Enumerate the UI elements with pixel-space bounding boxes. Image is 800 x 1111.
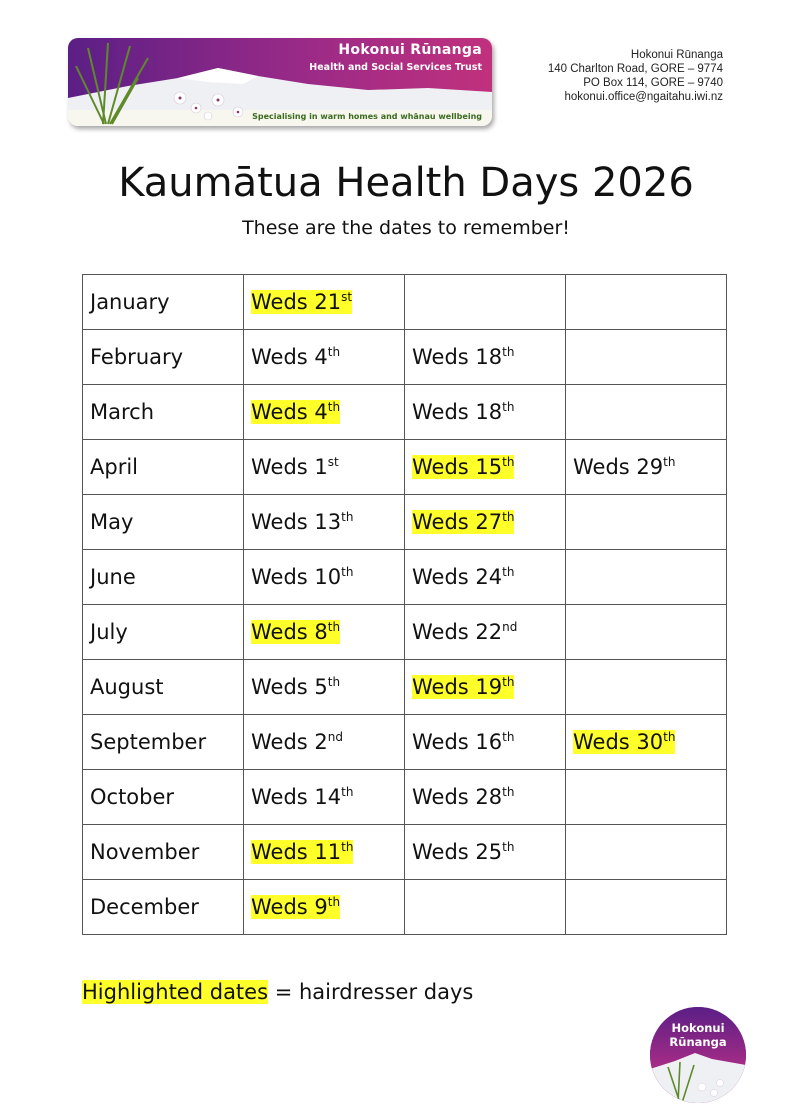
badge-text — [650, 1021, 746, 1049]
date-cell — [405, 880, 566, 935]
date-ordinal-suffix: th — [341, 840, 354, 854]
address-street: 140 Charlton Road, GORE – 9774 — [547, 63, 723, 75]
table-row — [83, 715, 727, 770]
date-label: Weds 18 — [412, 400, 503, 424]
date-label: Weds 15 — [412, 455, 503, 479]
date — [412, 620, 517, 644]
date-ordinal-suffix: th — [502, 675, 515, 689]
date-label: Weds 14 — [251, 785, 342, 809]
date-ordinal-suffix: nd — [327, 730, 343, 744]
date-cell — [566, 275, 727, 330]
address-po-box: PO Box 114, GORE – 9740 — [583, 77, 723, 89]
address-block — [548, 48, 723, 104]
month-cell: December — [83, 880, 244, 935]
date-ordinal-suffix: th — [502, 840, 515, 854]
table-row — [83, 660, 727, 715]
date-label: Weds 19 — [412, 675, 503, 699]
address-organisation: Hokonui Rūnanga — [630, 49, 723, 61]
date-label: Weds 8 — [251, 620, 328, 644]
date — [412, 840, 514, 864]
date-cell — [566, 825, 727, 880]
table-row — [83, 605, 727, 660]
date-cell — [405, 605, 566, 660]
legend-highlighted-text: Highlighted dates — [82, 980, 269, 1004]
date-label: Weds 16 — [412, 730, 503, 754]
date — [251, 730, 343, 754]
date-cell — [566, 330, 727, 385]
date-cell — [244, 715, 405, 770]
date-ordinal-suffix: th — [327, 895, 341, 909]
date-label: Weds 25 — [412, 840, 503, 864]
month-cell: October — [83, 770, 244, 825]
date-label: Weds 21 — [251, 290, 342, 314]
date-cell — [244, 825, 405, 880]
highlighted-date — [251, 400, 340, 424]
table-row — [83, 440, 727, 495]
date-ordinal-suffix: nd — [502, 620, 518, 634]
date — [412, 565, 514, 589]
month-cell: August — [83, 660, 244, 715]
date-label: Weds 29 — [573, 455, 664, 479]
address-email[interactable]: hokonui.office@ngaitahu.iwi.nz — [564, 91, 723, 103]
date-label: Weds 9 — [251, 895, 328, 919]
date-ordinal-suffix: th — [327, 345, 341, 359]
badge-line-2: Rūnanga — [669, 1035, 727, 1049]
month-cell: June — [83, 550, 244, 605]
date-label: Weds 10 — [251, 565, 342, 589]
date-cell — [244, 275, 405, 330]
date-ordinal-suffix: th — [327, 620, 341, 634]
date — [251, 345, 340, 369]
table-row — [83, 880, 727, 935]
date-cell — [405, 715, 566, 770]
date-cell — [566, 550, 727, 605]
highlighted-date — [412, 675, 514, 699]
date — [412, 730, 514, 754]
date-ordinal-suffix: th — [341, 785, 354, 799]
date-cell — [244, 880, 405, 935]
date-cell — [566, 660, 727, 715]
table-row — [83, 385, 727, 440]
legend — [82, 980, 473, 1004]
date-ordinal-suffix: th — [502, 565, 515, 579]
date-ordinal-suffix: th — [502, 455, 515, 469]
date-label: Weds 11 — [251, 840, 342, 864]
date-ordinal-suffix: st — [341, 290, 353, 304]
month-cell: February — [83, 330, 244, 385]
table-row — [83, 550, 727, 605]
date-cell — [244, 440, 405, 495]
schedule-table — [82, 274, 727, 935]
date — [412, 400, 514, 424]
date-ordinal-suffix: th — [663, 455, 676, 469]
month-cell: April — [83, 440, 244, 495]
date-label: Weds 5 — [251, 675, 328, 699]
date — [412, 785, 514, 809]
organisation-logo — [68, 38, 492, 126]
highlighted-date — [251, 620, 340, 644]
date — [251, 565, 353, 589]
date-ordinal-suffix: th — [341, 565, 354, 579]
legend-description: = hairdresser days — [268, 980, 474, 1004]
month-cell: November — [83, 825, 244, 880]
date-label: Weds 18 — [412, 345, 503, 369]
highlighted-date — [251, 290, 352, 314]
date-cell — [566, 440, 727, 495]
table-row — [83, 825, 727, 880]
schedule-table-body — [83, 275, 727, 935]
page-subtitle: These are the dates to remember! — [242, 217, 570, 239]
highlighted-date — [573, 730, 675, 754]
date-ordinal-suffix: st — [327, 455, 339, 469]
table-row — [83, 330, 727, 385]
table-row — [83, 275, 727, 330]
date-ordinal-suffix: th — [327, 400, 341, 414]
date-cell — [566, 715, 727, 770]
date — [251, 675, 340, 699]
page-title: Kaumātua Health Days 2026 — [118, 160, 694, 206]
date-cell — [405, 550, 566, 605]
date-cell — [405, 385, 566, 440]
date-cell — [566, 770, 727, 825]
date-cell — [244, 770, 405, 825]
date-cell — [405, 825, 566, 880]
date-ordinal-suffix: th — [502, 785, 515, 799]
logo-tagline: Specialising in warm homes and whānau wellbeing — [252, 112, 482, 121]
date-label: Weds 22 — [412, 620, 503, 644]
highlighted-date — [412, 455, 514, 479]
date-cell — [405, 660, 566, 715]
date-label: Weds 4 — [251, 345, 328, 369]
table-row — [83, 495, 727, 550]
date — [251, 455, 339, 479]
month-cell: July — [83, 605, 244, 660]
logo-title: Hokonui Rūnanga — [338, 42, 482, 58]
date-ordinal-suffix: th — [502, 730, 515, 744]
date-cell — [566, 495, 727, 550]
date-label: Weds 27 — [412, 510, 503, 534]
date-cell — [566, 385, 727, 440]
date-ordinal-suffix: th — [341, 510, 354, 524]
date — [412, 345, 514, 369]
date — [573, 455, 675, 479]
month-cell: March — [83, 385, 244, 440]
date-label: Weds 2 — [251, 730, 328, 754]
date-cell — [244, 550, 405, 605]
badge-logo — [650, 1007, 746, 1103]
date-ordinal-suffix: th — [502, 345, 515, 359]
date-cell — [244, 495, 405, 550]
date-cell — [244, 605, 405, 660]
date-cell — [405, 495, 566, 550]
date-ordinal-suffix: th — [502, 510, 515, 524]
date-label: Weds 4 — [251, 400, 328, 424]
highlighted-date — [251, 840, 353, 864]
highlighted-date — [251, 895, 340, 919]
date — [251, 785, 353, 809]
month-cell: January — [83, 275, 244, 330]
date-label: Weds 30 — [573, 730, 664, 754]
highlighted-date — [412, 510, 514, 534]
date-label: Weds 1 — [251, 455, 328, 479]
table-row — [83, 770, 727, 825]
date-label: Weds 28 — [412, 785, 503, 809]
date-ordinal-suffix: th — [502, 400, 515, 414]
badge-line-1: Hokonui — [671, 1021, 725, 1035]
date-label: Weds 13 — [251, 510, 342, 534]
month-cell: September — [83, 715, 244, 770]
date-cell — [244, 385, 405, 440]
date-cell — [566, 605, 727, 660]
date-cell — [405, 275, 566, 330]
date-cell — [244, 330, 405, 385]
date-ordinal-suffix: th — [327, 675, 341, 689]
date-cell — [566, 880, 727, 935]
month-cell: May — [83, 495, 244, 550]
date-label: Weds 24 — [412, 565, 503, 589]
logo-subtitle: Health and Social Services Trust — [309, 62, 482, 73]
date — [251, 510, 353, 534]
date-cell — [405, 330, 566, 385]
date-cell — [405, 440, 566, 495]
date-cell — [244, 660, 405, 715]
date-cell — [405, 770, 566, 825]
date-ordinal-suffix: th — [663, 730, 676, 744]
